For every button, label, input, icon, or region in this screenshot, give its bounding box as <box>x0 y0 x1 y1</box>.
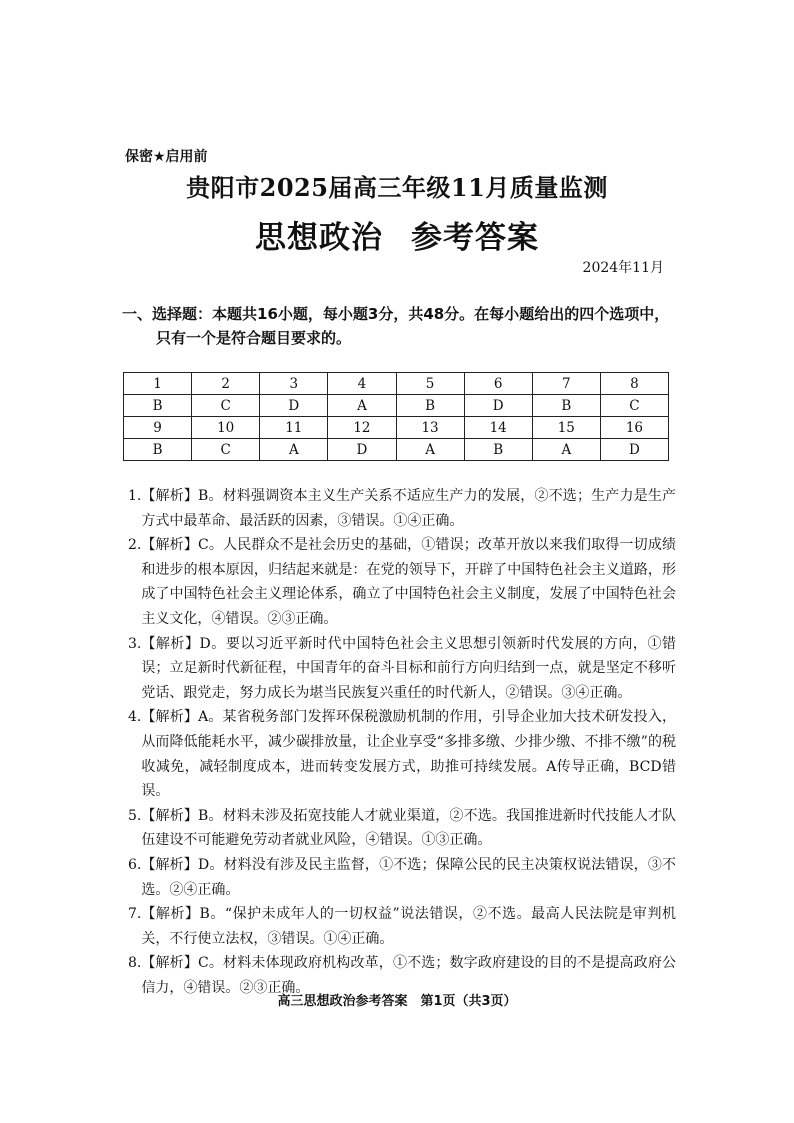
explanation-number: 4. <box>128 709 142 726</box>
explanation-item <box>128 853 676 902</box>
answer-table-cell: 13 <box>396 417 464 439</box>
explanation-item <box>128 705 676 803</box>
explanation-text: 【解析】B。材料强调资本主义生产关系不适应生产力的发展，②不选；生产力是生产方式中最革命、最活跃的因素，③错误。①④正确。 <box>141 488 676 529</box>
subject-name: 思想政治 <box>255 220 383 256</box>
answer-table-cell: B <box>124 395 192 417</box>
answer-table <box>123 372 669 461</box>
answer-table-cell: 7 <box>532 373 600 395</box>
answer-table-cell: 3 <box>260 373 328 395</box>
subject-title <box>0 212 794 257</box>
answer-table-cell: 8 <box>600 373 668 395</box>
explanation-number: 8. <box>128 955 142 972</box>
answer-table-cell: 1 <box>124 373 192 395</box>
answer-key-label: 参考答案 <box>411 220 539 256</box>
section-heading <box>122 302 682 350</box>
explanation-number: 5. <box>128 807 142 824</box>
explanation-text: 【解析】C。人民群众不是社会历史的基础，①错误；改革开放以来我们取得一切成绩和进步的根本原因，归结起来就是：在党的领导下，开辟了中国特色社会主义道路，形成了中国特色社会主义理论体系，确立了中国特色社会主义制度，发展了中国特色社会主义文化，④错误。②③正确。 <box>141 537 676 627</box>
answer-table-cell: A <box>396 439 464 461</box>
answer-table-cell: 15 <box>532 417 600 439</box>
explanation-text: 【解析】B。材料未涉及拓宽技能人才就业渠道，②不选。我国推进新时代技能人才队伍建设不可能避免劳动者就业风险，④错误。①③正确。 <box>141 807 676 849</box>
explanation-item <box>128 533 676 631</box>
answer-table-row <box>124 373 669 395</box>
answer-table-cell: C <box>192 395 260 417</box>
page-footer: 高三思想政治参考答案 第1页（共3页） <box>277 994 517 1009</box>
explanation-text: 【解析】D。要以习近平新时代中国特色社会主义思想引领新时代发展的方向，①错误；立足新时代新征程，中国青年的奋斗目标和前行方向归结到一点，就是坚定不移听党话、跟党走，努力成长为堪当民族复兴重任的时代新人，②错误。③④正确。 <box>141 635 676 701</box>
explanation-number: 6. <box>128 856 142 873</box>
answer-table-cell: C <box>600 395 668 417</box>
explanations-list <box>128 484 676 1000</box>
answer-table-cell: 2 <box>192 373 260 395</box>
answer-table-cell: 10 <box>192 417 260 439</box>
answer-table-cell: C <box>192 439 260 461</box>
answer-table-cell: B <box>396 395 464 417</box>
explanation-number: 1. <box>128 488 142 504</box>
answer-table-cell: D <box>328 439 396 461</box>
explanation-text: 【解析】D。材料没有涉及民主监督，①不选；保障公民的民主决策权说法错误，③不选。②④正确。 <box>141 856 676 898</box>
answer-table-cell: 12 <box>328 417 396 439</box>
answer-table-row <box>124 417 669 439</box>
answer-table-cell: 16 <box>600 417 668 439</box>
explanation-text: 【解析】A。某省税务部门发挥环保税激励机制的作用，引导企业加大技术研发投入，从而降低能耗水平，减少碳排放量，让企业享受“多排多缴、少排少缴、不排不缴”的税收减免，减轻制度成本，进而转变发展方式，助推可持续发展。A传导正确，BCD错误。 <box>141 709 676 800</box>
explanation-item <box>128 902 676 951</box>
explanation-text: 【解析】C。材料未体现政府机构改革，①不选；数字政府建设的目的不是提高政府公信力，④错误。②③正确。 <box>141 955 676 996</box>
explanation-number: 7. <box>128 906 142 923</box>
explanation-number: 2. <box>128 537 142 554</box>
answer-table-cell: D <box>464 395 532 417</box>
answer-table-row <box>124 395 669 417</box>
explanation-number: 3. <box>128 635 142 652</box>
exam-date: 2024年11月 <box>582 260 664 276</box>
answer-table-cell: B <box>124 439 192 461</box>
answer-table-row <box>124 439 669 461</box>
answer-table-cell: B <box>464 439 532 461</box>
section-heading-line1: 一、选择题：本题共16小题，每小题3分，共48分。在每小题给出的四个选项中， <box>122 305 670 323</box>
exam-title: 贵阳市2025届高三年级11月质量监测 <box>186 173 608 202</box>
answer-table-cell: 9 <box>124 417 192 439</box>
section-heading-line2: 只有一个是符合题目要求的。 <box>156 329 352 347</box>
answer-table-cell: A <box>260 439 328 461</box>
answer-table-cell: D <box>600 439 668 461</box>
answer-table-cell: B <box>532 395 600 417</box>
answer-table-cell: 6 <box>464 373 532 395</box>
answer-table-cell: 11 <box>260 417 328 439</box>
answer-table-cell: 14 <box>464 417 532 439</box>
answer-table-cell: 4 <box>328 373 396 395</box>
confidential-label: 保密★启用前 <box>125 149 208 165</box>
answer-table-cell: A <box>532 439 600 461</box>
explanation-text: 【解析】B。“保护未成年人的一切权益”说法错误，②不选。最高人民法院是审判机关，不行使立法权，③错误。①④正确。 <box>141 906 676 947</box>
explanation-item <box>128 804 676 853</box>
explanation-item <box>128 632 676 706</box>
answer-table-cell: A <box>328 395 396 417</box>
answer-table-cell: D <box>260 395 328 417</box>
explanation-item <box>128 484 676 533</box>
answer-table-cell: 5 <box>396 373 464 395</box>
